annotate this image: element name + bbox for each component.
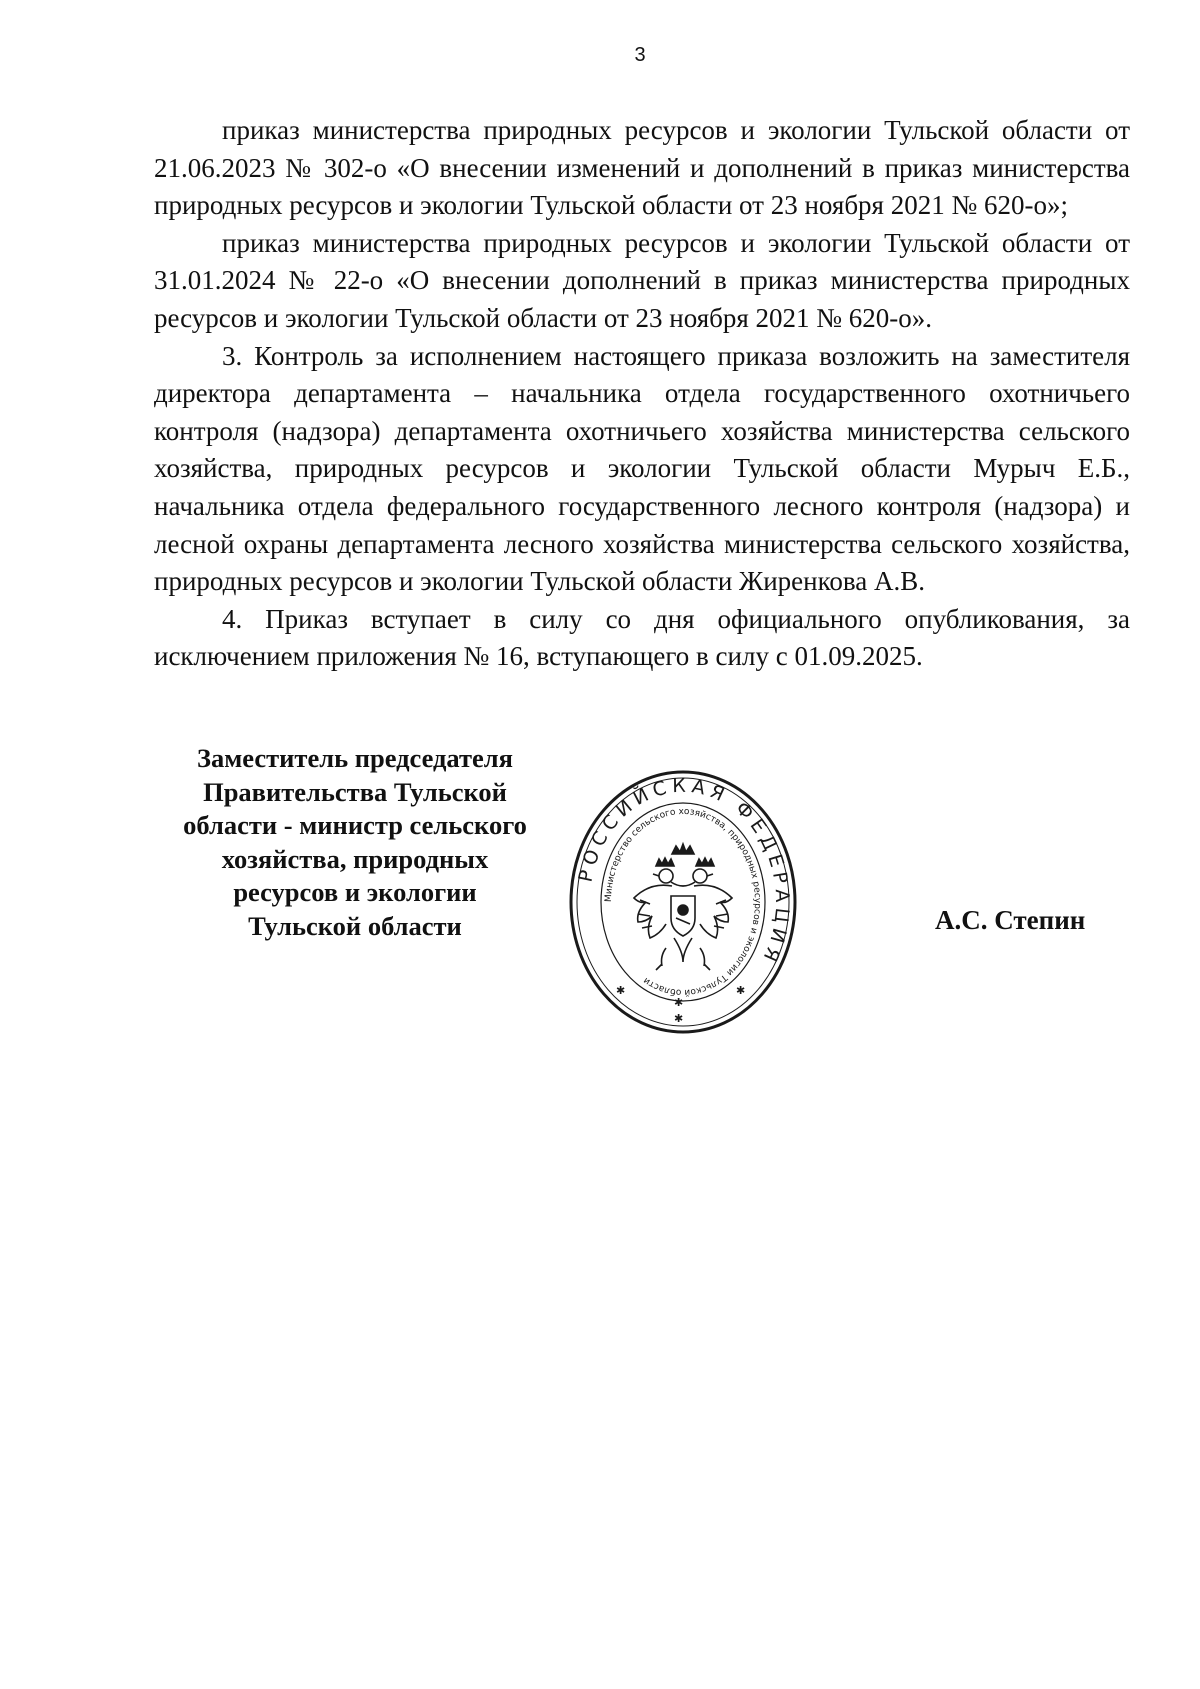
seal-inner-ring <box>601 803 765 1001</box>
svg-text:✱: ✱ <box>674 1012 684 1025</box>
signer-position-line: Заместитель председателя <box>197 743 513 773</box>
official-seal <box>568 768 798 1036</box>
seal-graphic <box>568 768 798 1036</box>
signer-position-line: Правительства Тульской <box>203 776 507 807</box>
signer-position-line: хозяйства, природных <box>221 843 489 874</box>
seal-outer-text: РОССИЙСКАЯ ФЕДЕРАЦИЯ <box>574 774 794 970</box>
page-number: 3 <box>634 44 646 66</box>
document-body <box>154 112 1130 676</box>
signer-position <box>160 742 550 943</box>
svg-text:✱: ✱ <box>616 984 626 997</box>
signer-position-line: ресурсов и экологии <box>233 877 477 907</box>
paragraph-order-22: приказ министерства природных ресурсов и экологии Тульской области от 31.01.2024 № 22-о «О внесении дополнений в приказ министерства природных ресурсов и экологии Тульской области от 23 ноября 2021 № 620-о». <box>154 227 1130 333</box>
paragraph-item-3-control: 3. Контроль за исполнением настоящего приказа возложить на заместителя директора департамента – начальника отдела государственного охотничьего контроля (надзора) департамента охотничьего хозяйства министерства сельского хозяйства, природных ресурсов и экологии Тульской области Мурыч Е.Б., начальника отдела федерального государственного лесного контроля (надзора) и лесной охраны департамента лесного хозяйства министерства сельского хозяйства, природных ресурсов и экологии Тульской области Жиренкова А.В. <box>154 340 1130 597</box>
coat-of-arms-icon <box>634 844 732 970</box>
signer-position-line: Тульской области <box>248 910 462 941</box>
seal-inner-text: Министерство сельского хозяйства, природных ресурсов и экологии Тульской области <box>603 806 763 998</box>
signer-name: А.С. Степин <box>935 905 1086 935</box>
paragraph-item-4-effective: 4. Приказ вступает в силу со дня официального опубликования, за исключением приложения № 16, вступающего в силу с 01.09.2025. <box>154 603 1130 672</box>
signer-position-line: области - министр сельского <box>183 810 527 840</box>
svg-text:✱: ✱ <box>674 996 684 1009</box>
svg-text:✱: ✱ <box>736 984 746 997</box>
paragraph-order-302: приказ министерства природных ресурсов и экологии Тульской области от 21.06.2023 № 302-о «О внесении изменений и дополнений в приказ министерства природных ресурсов и экологии Тульской области от 23 ноября 2021 № 620-о»; <box>154 115 1130 221</box>
